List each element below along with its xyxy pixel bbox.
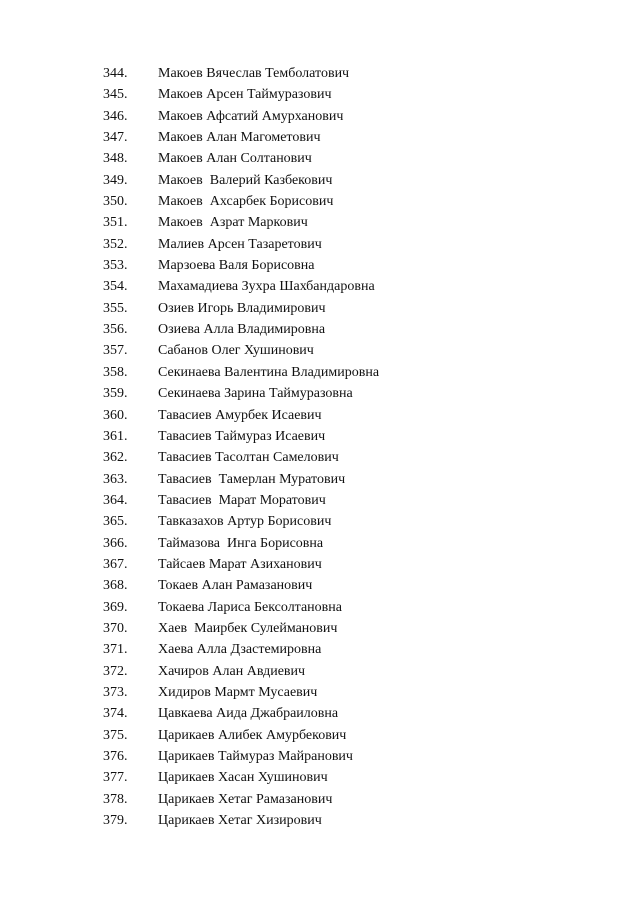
item-name: Тавасиев Тамерлан Муратович: [158, 471, 346, 487]
list-item: [0, 511, 640, 532]
item-number: 363.: [103, 471, 128, 487]
item-name: Царикаев Хетаг Рамазанович: [158, 791, 333, 807]
item-name: Макоев Афсатий Амурханович: [158, 108, 344, 124]
item-name: Токаева Лариса Бексолтановна: [158, 599, 342, 615]
item-number: 366.: [103, 535, 128, 551]
item-name: Таймазова Инга Борисовна: [158, 535, 324, 551]
item-number: 344.: [103, 66, 128, 81]
item-name: Макоев Валерий Казбекович: [158, 172, 333, 188]
item-number: 355.: [103, 300, 128, 316]
item-number: 352.: [103, 236, 128, 252]
list-item: [0, 298, 640, 319]
item-name: Макоев Алан Солтанович: [158, 151, 312, 167]
item-name: Хидиров Мармт Мусаевич: [158, 684, 318, 700]
name-list: [0, 63, 640, 831]
list-item: [0, 490, 640, 511]
item-number: 360.: [103, 407, 128, 423]
item-number: 347.: [103, 130, 128, 146]
item-name: Сабанов Олег Хушинович: [158, 343, 314, 359]
item-name: Макоев Азрат Маркович: [158, 215, 308, 231]
item-name: Секинаева Зарина Таймуразовна: [158, 386, 353, 402]
item-number: 373.: [103, 684, 128, 700]
item-number: 371.: [103, 642, 128, 658]
item-name: Царикаев Таймураз Майранович: [158, 749, 353, 764]
list-item: [0, 810, 640, 831]
item-number: 345.: [103, 87, 128, 103]
list-item: [0, 554, 640, 575]
item-name: Тавасиев Марат Моратович: [158, 492, 326, 508]
item-number: 346.: [103, 108, 128, 124]
item-name: Хаева Алла Дзастемировна: [158, 642, 322, 658]
list-item: [0, 63, 640, 84]
item-number: 354.: [103, 279, 128, 295]
item-number: 375.: [103, 727, 128, 743]
item-number: 378.: [103, 791, 128, 807]
item-number: 349.: [103, 172, 128, 188]
list-item: [0, 106, 640, 127]
list-item: [0, 276, 640, 297]
item-name: Марзоева Валя Борисовна: [158, 258, 315, 274]
item-name: Хаев Маирбек Сулейманович: [158, 620, 338, 636]
item-name: Секинаева Валентина Владимировна: [158, 364, 380, 380]
list-item: [0, 469, 640, 490]
list-item: [0, 405, 640, 426]
item-name: Макоев Ахсарбек Борисович: [158, 194, 334, 210]
list-item: [0, 127, 640, 148]
list-item: [0, 575, 640, 596]
item-number: 362.: [103, 450, 128, 466]
list-item: [0, 746, 640, 767]
list-item: [0, 682, 640, 703]
item-number: 367.: [103, 556, 128, 572]
item-number: 351.: [103, 215, 128, 231]
list-item: [0, 533, 640, 554]
item-name: Озиев Игорь Владимирович: [158, 300, 326, 316]
list-item: [0, 319, 640, 340]
item-number: 353.: [103, 258, 128, 274]
item-number: 361.: [103, 428, 128, 444]
item-number: 376.: [103, 749, 128, 764]
list-item: [0, 191, 640, 212]
item-number: 374.: [103, 706, 128, 722]
item-name: Царикаев Алибек Амурбекович: [158, 727, 347, 743]
item-number: 359.: [103, 386, 128, 402]
item-number: 357.: [103, 343, 128, 359]
item-name: Царикаев Хетаг Хизирович: [158, 813, 322, 829]
list-item: [0, 703, 640, 724]
item-name: Цавкаева Аида Джабраиловна: [158, 706, 339, 722]
list-item: [0, 234, 640, 255]
list-item: [0, 767, 640, 788]
item-number: 356.: [103, 322, 128, 338]
list-item: [0, 447, 640, 468]
item-number: 364.: [103, 492, 128, 508]
list-item: [0, 639, 640, 660]
item-name: Тавасиев Таймураз Исаевич: [158, 428, 326, 444]
list-item: [0, 170, 640, 191]
item-name: Макоев Арсен Таймуразович: [158, 87, 332, 103]
item-number: 369.: [103, 599, 128, 615]
list-item: [0, 426, 640, 447]
list-item: [0, 383, 640, 404]
item-number: 365.: [103, 514, 128, 530]
list-item: [0, 362, 640, 383]
item-number: 377.: [103, 770, 128, 786]
list-item: [0, 212, 640, 233]
item-name: Тавасиев Тасолтан Самелович: [158, 450, 339, 466]
list-item: [0, 255, 640, 276]
item-name: Макоев Вячеслав Темболатович: [158, 66, 350, 81]
list-item: [0, 661, 640, 682]
item-number: 348.: [103, 151, 128, 167]
item-name: Токаев Алан Рамазанович: [158, 578, 313, 594]
item-number: 370.: [103, 620, 128, 636]
item-name: Тайсаев Марат Азиханович: [158, 556, 322, 572]
item-name: Хачиров Алан Авдиевич: [158, 663, 306, 679]
list-item: [0, 340, 640, 361]
item-number: 358.: [103, 364, 128, 380]
item-number: 350.: [103, 194, 128, 210]
list-item: [0, 618, 640, 639]
item-number: 368.: [103, 578, 128, 594]
item-number: 372.: [103, 663, 128, 679]
item-number: 379.: [103, 813, 128, 829]
item-name: Макоев Алан Магометович: [158, 130, 321, 146]
item-name: Малиев Арсен Тазаретович: [158, 236, 322, 252]
item-name: Царикаев Хасан Хушинович: [158, 770, 328, 786]
item-name: Махамадиева Зухра Шахбандаровна: [158, 279, 375, 295]
item-name: Тавказахов Артур Борисович: [158, 514, 332, 530]
list-item: [0, 84, 640, 105]
item-name: Тавасиев Амурбек Исаевич: [158, 407, 322, 423]
list-item: [0, 597, 640, 618]
list-item: [0, 725, 640, 746]
item-name: Озиева Алла Владимировна: [158, 322, 326, 338]
list-item: [0, 789, 640, 810]
list-item: [0, 148, 640, 169]
